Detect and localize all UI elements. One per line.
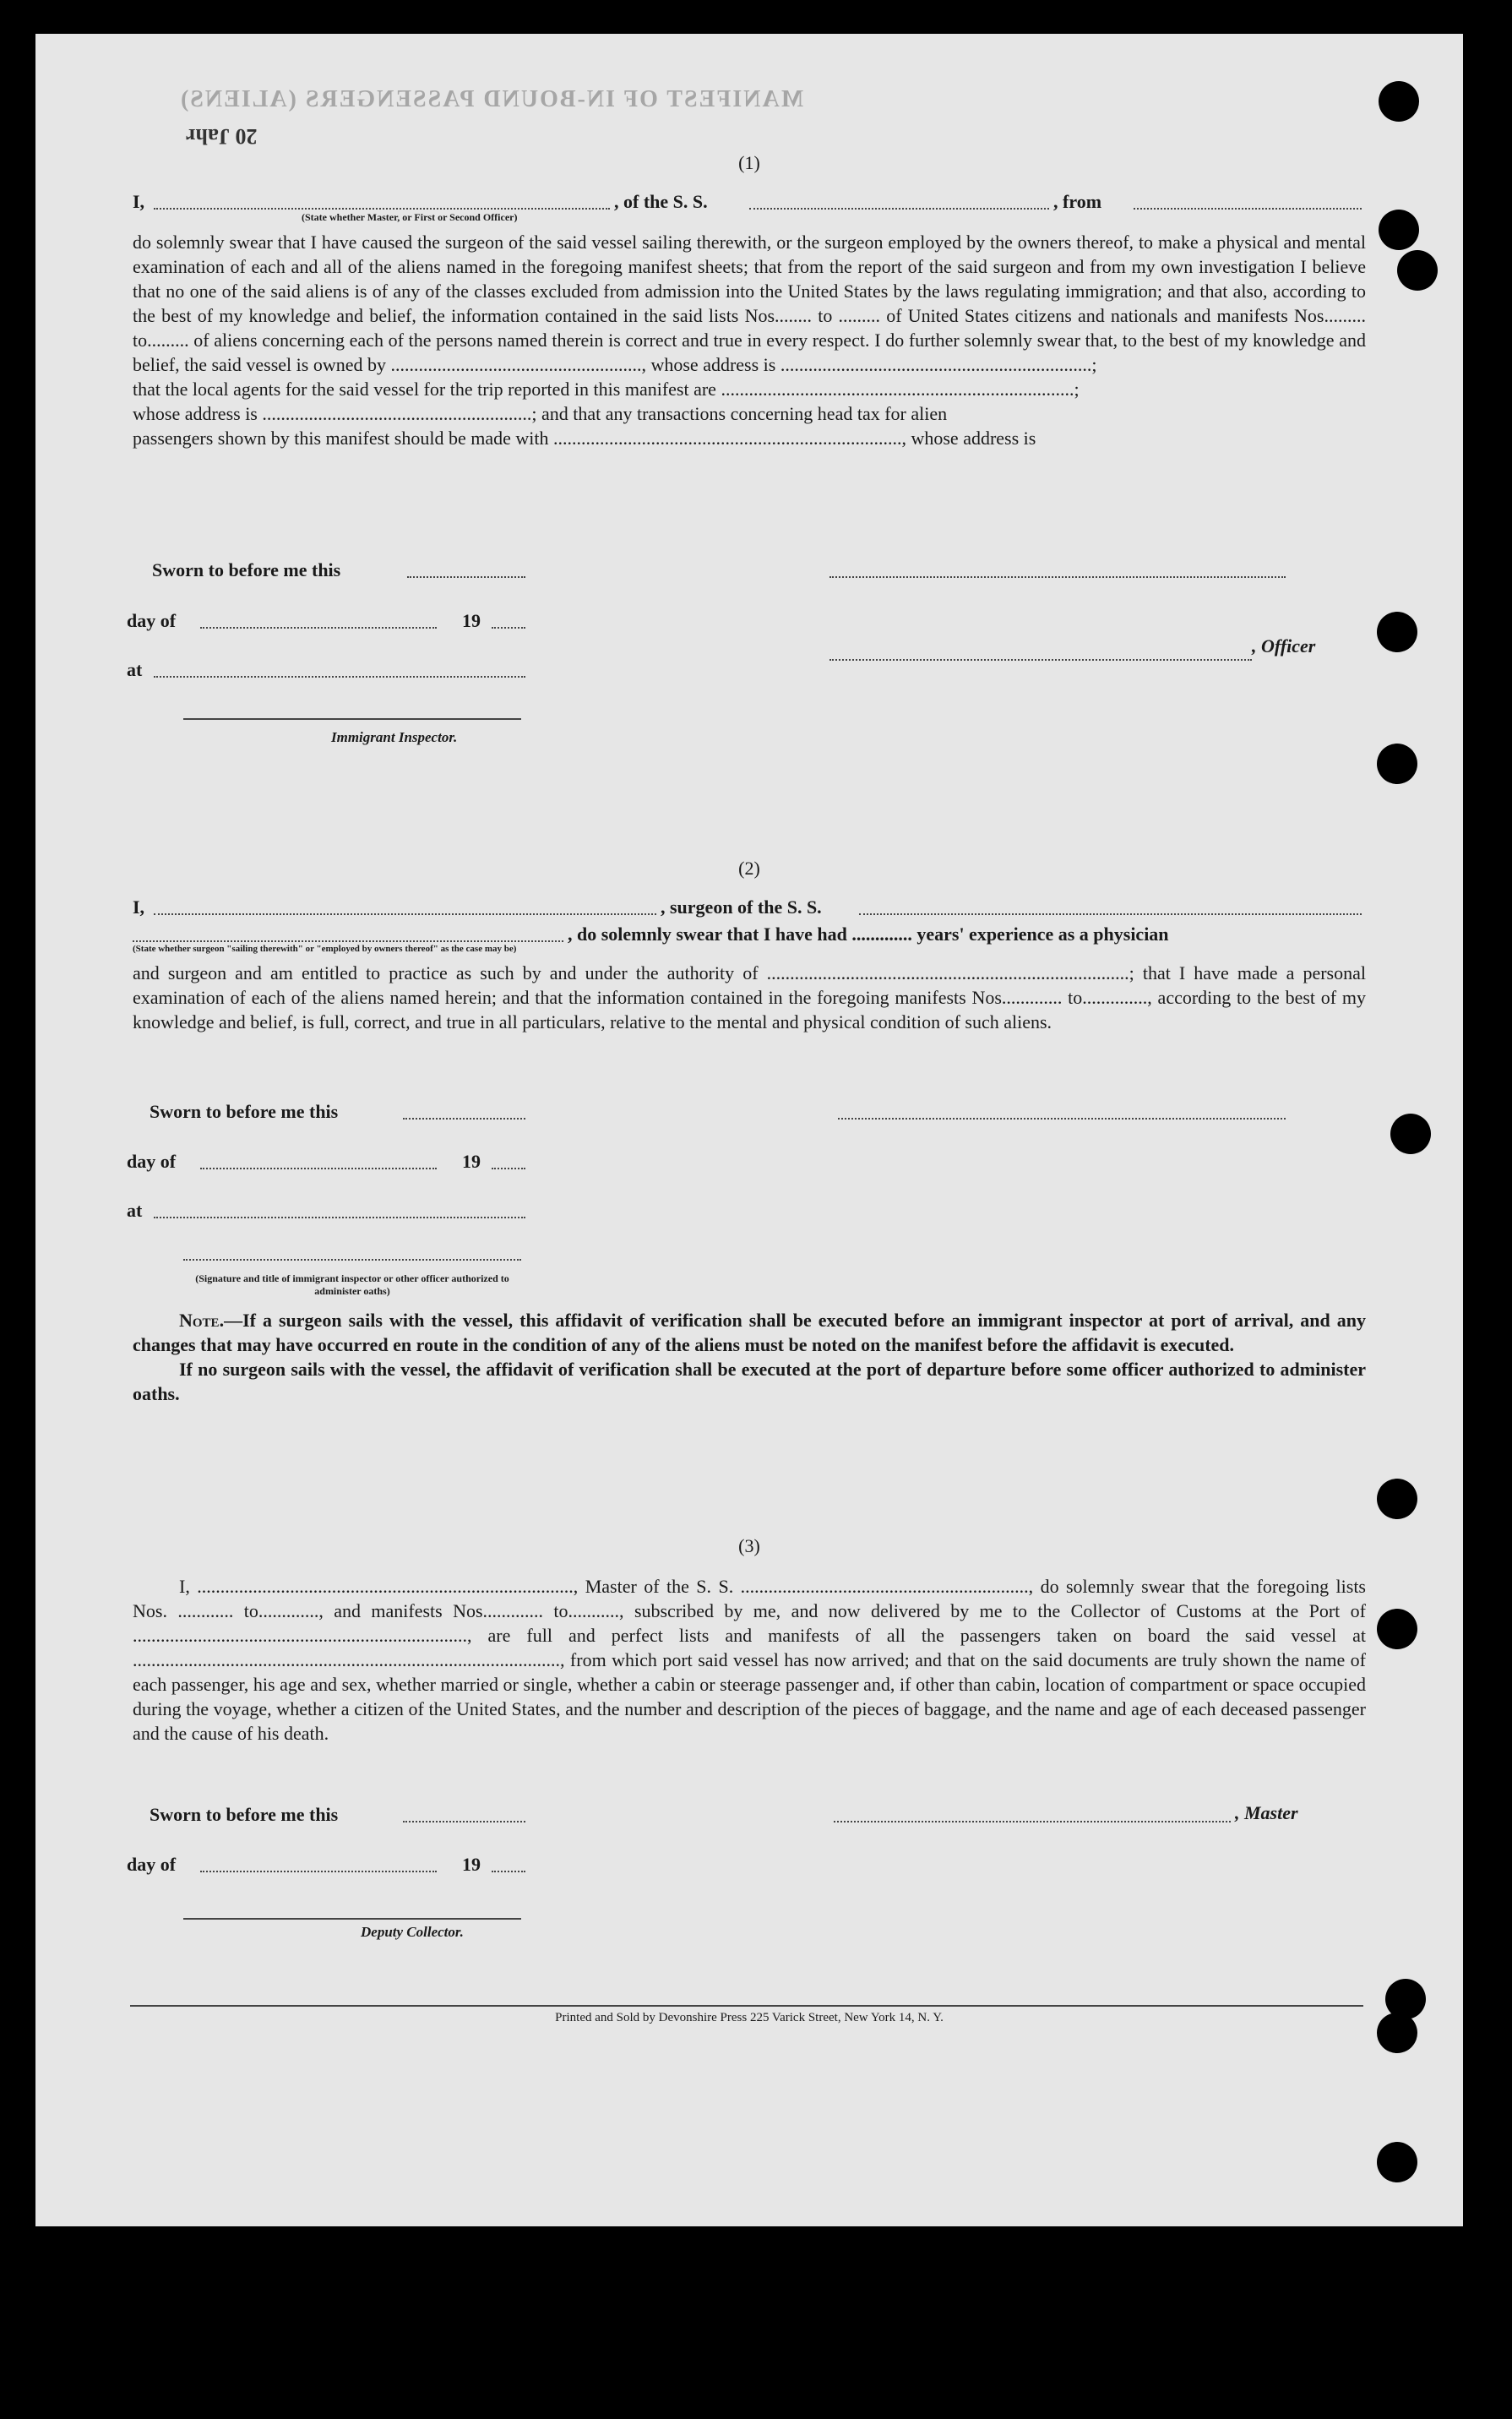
note-text-2: If no surgeon sails with the vessel, the affidavit of verification shall be executed at the port of departure before some officer authorized to administer oaths. [133, 1359, 1366, 1404]
punch-hole [1390, 1114, 1431, 1154]
surgeon-type-field[interactable] [133, 929, 563, 942]
day-field-2[interactable] [200, 1168, 437, 1169]
day-of-label-3: day of [127, 1854, 177, 1875]
section-3-body: I, ................................................................................., Master of the S. S. .............................................................., do solemnly swear that the foregoing lists Nos. ............ to............., and manifests Nos............. to..........., subscribed by me, and now delivered by me to the Collector of Customs at the Port of ........................................................................, are full and perfect lists and manifests of all the passengers taken on board the said vessel at ............................................................................................, from which port said vessel has now arrived; and that on the said documents are truly shown the name of each passenger, his age and sex, whether married or single, whether a cabin or steerage passenger and, if other than cabin, location of compartment or space occupied during the voyage, whether a citizen of the United States, and the number and description of the pieces of baggage, and the name and age of each deceased passenger and the cause of his death. [133, 1576, 1366, 1744]
section-1-line1 [133, 191, 1366, 230]
address-line: whose address is ..........................................................; and that any transactions concerning head tax for alien [133, 403, 948, 424]
note-text: —If a surgeon sails with the vessel, this affidavit of verification shall be executed before an immigrant inspector at port of arrival, and any changes that may have occurred en route in the condition of any of the aliens must be noted on the manifest before the affidavit is executed. [133, 1310, 1366, 1355]
year-label-3: 19 [462, 1854, 481, 1875]
section-2-note [133, 1308, 1366, 1406]
inspector-signature-field-2[interactable] [183, 1259, 521, 1261]
punch-hole [1377, 1609, 1417, 1649]
bleed-through-heading: MANIFEST OF IN-BOUND PASSENGERS (ALIENS) [179, 86, 804, 112]
day-of-label-2: day of [127, 1151, 177, 1172]
punch-hole [1377, 2142, 1417, 2182]
inspector-caption-1: Immigrant Inspector. [331, 729, 458, 745]
punch-hole [1377, 2013, 1417, 2053]
at-label-1: at [127, 659, 143, 680]
agents-line: that the local agents for the said vessel for the trip reported in this manifest are ............................................................................; [133, 379, 1080, 400]
day-field-3[interactable] [200, 1871, 437, 1872]
sworn-label-3: Sworn to before me this [150, 1804, 339, 1825]
experience-line: , do solemnly swear that I have had ............. years' experience as a physician [568, 923, 1169, 945]
punch-hole [1377, 612, 1417, 652]
document-page [35, 34, 1463, 2226]
punch-hole [1379, 210, 1419, 250]
section-1-number: (1) [738, 152, 760, 173]
section-3-number: (3) [738, 1535, 760, 1556]
section-2-line1 [133, 896, 1366, 923]
day-of-label-1: day of [127, 610, 177, 631]
section-1-body: do solemnly swear that I have caused the surgeon of the said vessel sailing therewith, or the surgeon employed by the owners thereof, to make a physical and mental examination of each and all of the aliens named in the foregoing manifest sheets; that from the report of the said surgeon and from my own investigation I believe that no one of the said aliens is of any of the classes excluded from admission into the United States by the laws regulating immigration; and that also, according to the best of my knowledge and belief, the information contained in the said lists Nos........ to ......... of United States citizens and nationals and manifests Nos......... to......... of aliens concerning each of the persons named therein is correct and true in every respect. I do further solemnly swear that, to the best of my knowledge and belief, the said vessel is owned by ......................................................, whose address is ...................................................................; [133, 232, 1366, 375]
surgeon-name-field[interactable] [154, 902, 656, 915]
section-3 [133, 1535, 1366, 1746]
year-label-1: 19 [462, 610, 481, 631]
officer-label: , Officer [1252, 635, 1316, 657]
officer-signature-top-1[interactable] [829, 576, 1286, 578]
surgeon-signature-field[interactable] [838, 1118, 1286, 1120]
year-field-2[interactable] [492, 1168, 525, 1169]
from-label: , from [1053, 191, 1102, 212]
sworn-date-field-1[interactable] [407, 576, 525, 578]
section-1-i: I, [133, 191, 145, 212]
at-field-1[interactable] [154, 676, 525, 678]
section-2-i: I, [133, 896, 145, 918]
surgeon-ship-field[interactable] [859, 902, 1362, 915]
punch-hole [1379, 81, 1419, 122]
officer-signature-field[interactable] [829, 659, 1252, 661]
punch-hole [1377, 744, 1417, 784]
corner-stamp: 20 Jahr [186, 124, 258, 149]
deputy-caption: Deputy Collector. [361, 1924, 464, 1940]
year-label-2: 19 [462, 1151, 481, 1172]
from-port-field[interactable] [1134, 196, 1362, 210]
at-field-2[interactable] [154, 1217, 525, 1218]
master-signature-field[interactable] [834, 1821, 1231, 1822]
surgeon-of-ss-label: , surgeon of the S. S. [661, 896, 822, 918]
inspector-caption-2: (Signature and title of immigrant inspector or other officer authorized to administer oaths) [195, 1272, 509, 1297]
sworn-date-field-2[interactable] [403, 1118, 525, 1120]
section-1 [133, 152, 1366, 450]
sworn-label-2: Sworn to before me this [150, 1101, 339, 1122]
sworn-date-field-3[interactable] [403, 1821, 525, 1822]
printer-footer: Printed and Sold by Devonshire Press 225 Varick Street, New York 14, N. Y. [555, 2011, 944, 2024]
year-field-3[interactable] [492, 1871, 525, 1872]
master-label: , Master [1235, 1802, 1298, 1823]
surgeon-caption: (State whether surgeon "sailing therewith" or "employed by owners thereof" as the case may be) [133, 944, 517, 954]
punch-hole [1377, 1479, 1417, 1519]
section-2-line2 [133, 923, 1366, 961]
punch-hole [1397, 250, 1438, 291]
section-2-body: and surgeon and am entitled to practice as such by and under the authority of ..............................................................................; that I have made a personal examination of each of the aliens named herein; and that the information contained in the foregoing manifests Nos............. to.............., according to the best of my knowledge and belief, is full, correct, and true in all particulars, relative to the mental and physical condition of such aliens. [133, 962, 1366, 1032]
deputy-signature-field[interactable] [183, 1918, 521, 1920]
day-field-1[interactable] [200, 627, 437, 629]
ship-name-field[interactable] [749, 196, 1049, 210]
of-ss-label: , of the S. S. [614, 191, 708, 212]
inspector-signature-field-1[interactable] [183, 718, 521, 720]
passengers-line: passengers shown by this manifest should be made with ..........................................................................., whose address is [133, 428, 1036, 449]
master-name-field[interactable] [154, 196, 610, 210]
sworn-label-1: Sworn to before me this [152, 559, 341, 580]
section-2 [133, 858, 1366, 1034]
note-label: Note. [179, 1310, 225, 1331]
section-2-number: (2) [738, 858, 760, 879]
year-field-1[interactable] [492, 627, 525, 629]
master-caption: (State whether Master, or First or Second Officer) [302, 211, 518, 223]
at-label-2: at [127, 1200, 143, 1221]
footer-rule [130, 2005, 1363, 2007]
